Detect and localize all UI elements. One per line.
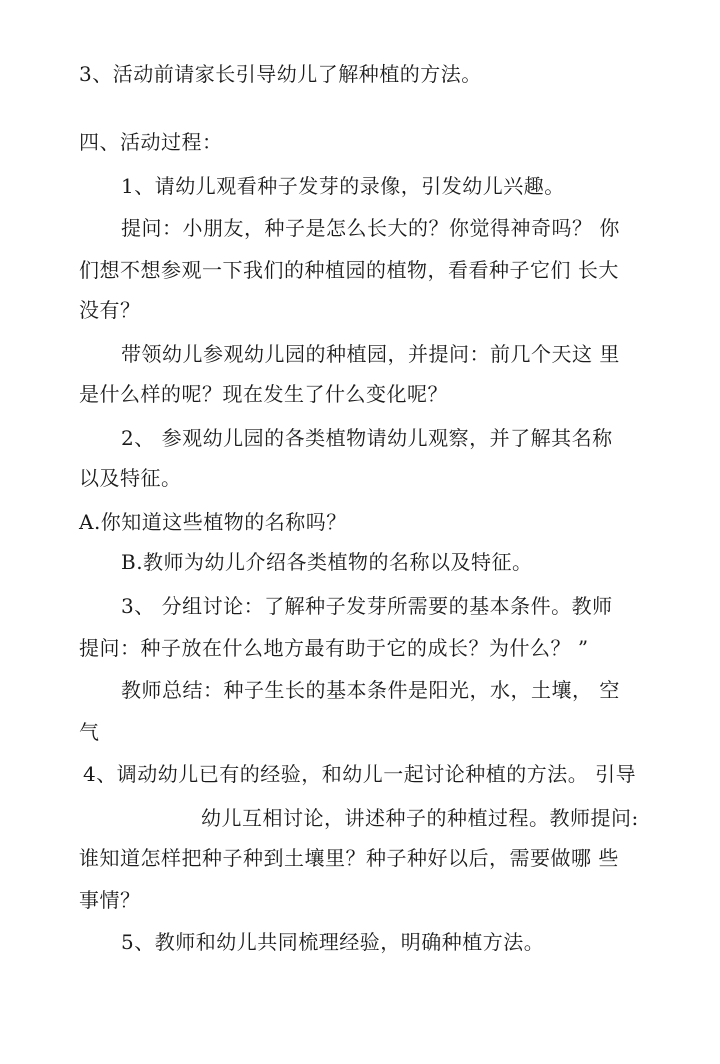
text-line: 提问：种子放在什么地方最有助于它的成长？为什么？ ” bbox=[79, 636, 589, 660]
text-line: 们想不想参观一下我们的种植园的植物，看看种子它们 长大 bbox=[79, 258, 619, 282]
text-line: 3、活动前请家长引导幼儿了解种植的方法。 bbox=[79, 62, 482, 86]
text-line: 5、教师和幼儿共同梳理经验，明确种植方法。 bbox=[121, 930, 545, 954]
text-line: 教师总结：种子生长的基本条件是阳光，水，土壤， 空 bbox=[121, 678, 620, 702]
text-line: 提问：小朋友，种子是怎么长大的？你觉得神奇吗？ 你 bbox=[121, 216, 620, 240]
text-line: 3、 分组讨论：了解种子发芽所需要的基本条件。教师 bbox=[121, 594, 613, 618]
text-line: 事情？ bbox=[79, 888, 141, 912]
text-line: 幼儿互相讨论，讲述种子的种植过程。教师提问: bbox=[201, 806, 639, 830]
text-line: 2、 参观幼儿园的各类植物请幼儿观察，并了解其名称 bbox=[121, 426, 613, 450]
text-line: 4、调动幼儿已有的经验，和幼儿一起讨论种植的方法。 引导 bbox=[83, 762, 637, 786]
text-line: B.教师为幼儿介绍各类植物的名称以及特征。 bbox=[121, 550, 533, 574]
section-heading: 四、活动过程： bbox=[79, 130, 223, 154]
text-line: 是什么样的呢？现在发生了什么变化呢？ bbox=[79, 382, 448, 406]
text-line: 以及特征。 bbox=[79, 466, 182, 490]
text-line: A.你知道这些植物的名称吗？ bbox=[79, 510, 347, 534]
text-line: 气 bbox=[79, 720, 100, 744]
text-line: 带领幼儿参观幼儿园的种植园，并提问：前几个天这 里 bbox=[121, 342, 620, 366]
text-line: 没有？ bbox=[79, 298, 141, 322]
text-line: 1、请幼儿观看种子发芽的录像，引发幼儿兴趣。 bbox=[121, 174, 565, 198]
text-line: 谁知道怎样把种子种到土壤里？种子种好以后，需要做哪 些 bbox=[79, 846, 619, 870]
